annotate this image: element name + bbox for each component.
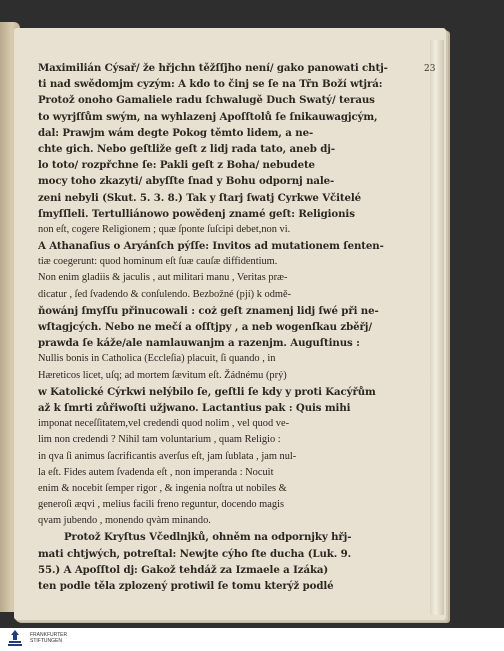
page-edge xyxy=(430,40,444,615)
text-line: ňowánj ſmyſſu přinucowali : coż geſt znamenj lidj ſwé při ne- xyxy=(38,304,379,317)
text-line: qvam jubendo , monendo qvàm minando. xyxy=(38,515,211,527)
text-line: tiæ coegerunt: quod hominum eſt ſuæ cauſæ diffidentium. xyxy=(38,256,278,268)
text-line: dal: Prawjm wám degte Pokog těmto lidem, a ne- xyxy=(38,126,314,139)
footer-bar xyxy=(0,628,504,651)
text-line: lim non credendi ? Nihil tam voluntarium , quam Religio : xyxy=(38,434,281,446)
text-line: mati chtjwých, potreſtal: Newjte cýho ſte ducha (Luk. 9. xyxy=(38,547,352,560)
text-line: Nullis bonis in Catholica (Eccleſia) placuit, ſi quando , in xyxy=(38,353,276,365)
text-line: prawda ſe káže/ale namlauwanjm a razenjm. Auguſtinus : xyxy=(38,337,360,350)
logo-caption xyxy=(30,632,67,644)
text-line: lo toto/ rozpřchne ſe: Pakli geſt z Boha/ nebudete xyxy=(38,159,315,172)
text-line: in qva ſi animus ſacrificantis averſus eſt, jam ſublata , jam nul- xyxy=(38,450,297,462)
text-line: Hæreticos licet, uſq; ad mortem ſævitum eſt. Žádnému (prý) xyxy=(38,369,287,381)
text-line: Protož Kryſtus Včedlnjků, ohněm na odpornjky hřj- xyxy=(64,531,352,544)
library-logo-icon xyxy=(4,628,26,650)
text-line: non eſt, cogere Religionem ; quæ ſponte ſuſcipi debet,non vi. xyxy=(38,223,291,235)
text-line: ſmyſſleli. Tertulliánowo powědenj znamé geſt: Religionis xyxy=(38,207,355,220)
text-line: la eſt. Fides autem ſvadenda eſt , non imperanda : Nocuit xyxy=(38,466,274,478)
text-line: Maximilián Cýsař/ že hřjchn těžſſjho není/ gako panowati chtj- xyxy=(38,62,388,74)
text-line: Non enim gladiis & jaculis , aut militari manu , Veritas præ- xyxy=(38,272,288,284)
page-number: 23 xyxy=(424,64,436,74)
page-text xyxy=(38,60,432,592)
logo-caption-line2: STIFTUNGEN xyxy=(30,638,62,644)
text-line: dicatur , ſed ſvadendo & conſulendo. Bezbožné (pjí) k odmě- xyxy=(38,288,292,300)
text-line: ti nad swědomjm cyzým: A kdo to činj se ſe na Tr̃n Boží wtjrá: xyxy=(38,78,383,91)
text-line: zeni nebyli (Skut. 5. 3. 8.) Tak y ſtarj ſwatj Cyrkwe Včitelé xyxy=(38,191,362,204)
text-line: mocy toho zkazyti/ abyſſte ſnad y Bohu odpornj nale- xyxy=(38,175,335,188)
text-line: chte gich. Nebo geſtliže geſt z lidj rada tato, aneb dj- xyxy=(38,142,335,155)
text-line: imponat neceſſitatem,vel credendi quod nolim , vel quod ve- xyxy=(38,418,290,430)
text-line: A Athanaſius o Aryánſch pýſſe: Invitos ad mutationem ſenten- xyxy=(38,240,384,253)
text-line: Protož onoho Gamaliele radu ſchwalugě Duch Swatý/ teraus xyxy=(38,94,375,107)
text-line: wſtagjcých. Nebo ne mečí a oſſtjpy , a neb wogenſkau zběřj/ xyxy=(38,321,372,333)
text-line: 55.) A Apoſſtol dj: Gakož tehdáž za Izmaele a Izáka) xyxy=(38,563,329,576)
text-line: ten podle těla zplozený protiwil ſe tomu kterýž podlé xyxy=(38,580,334,592)
text-line: generoſi æqvi , melius facili freno reguntur, docendo magis xyxy=(38,499,285,511)
text-line: enim & nocebit ſemper rigor , & ingenia noſtra ut nobiles & xyxy=(38,482,287,494)
text-line: w Katolické Cýrkwi nelýbilo ſe, geſtli ſe kdy y proti Kacýřům xyxy=(38,385,376,398)
text-line: to wyrjſſům swým, na wyhlazenj Apoſſtolů ſe ſnikauwagjcým, xyxy=(38,110,378,123)
text-line: až k ſmrti zůřiwoſti užjwano. Lactantius pak : Quis mihi xyxy=(38,401,351,414)
logo-caption-line1: FRANKFURTER xyxy=(30,632,68,638)
